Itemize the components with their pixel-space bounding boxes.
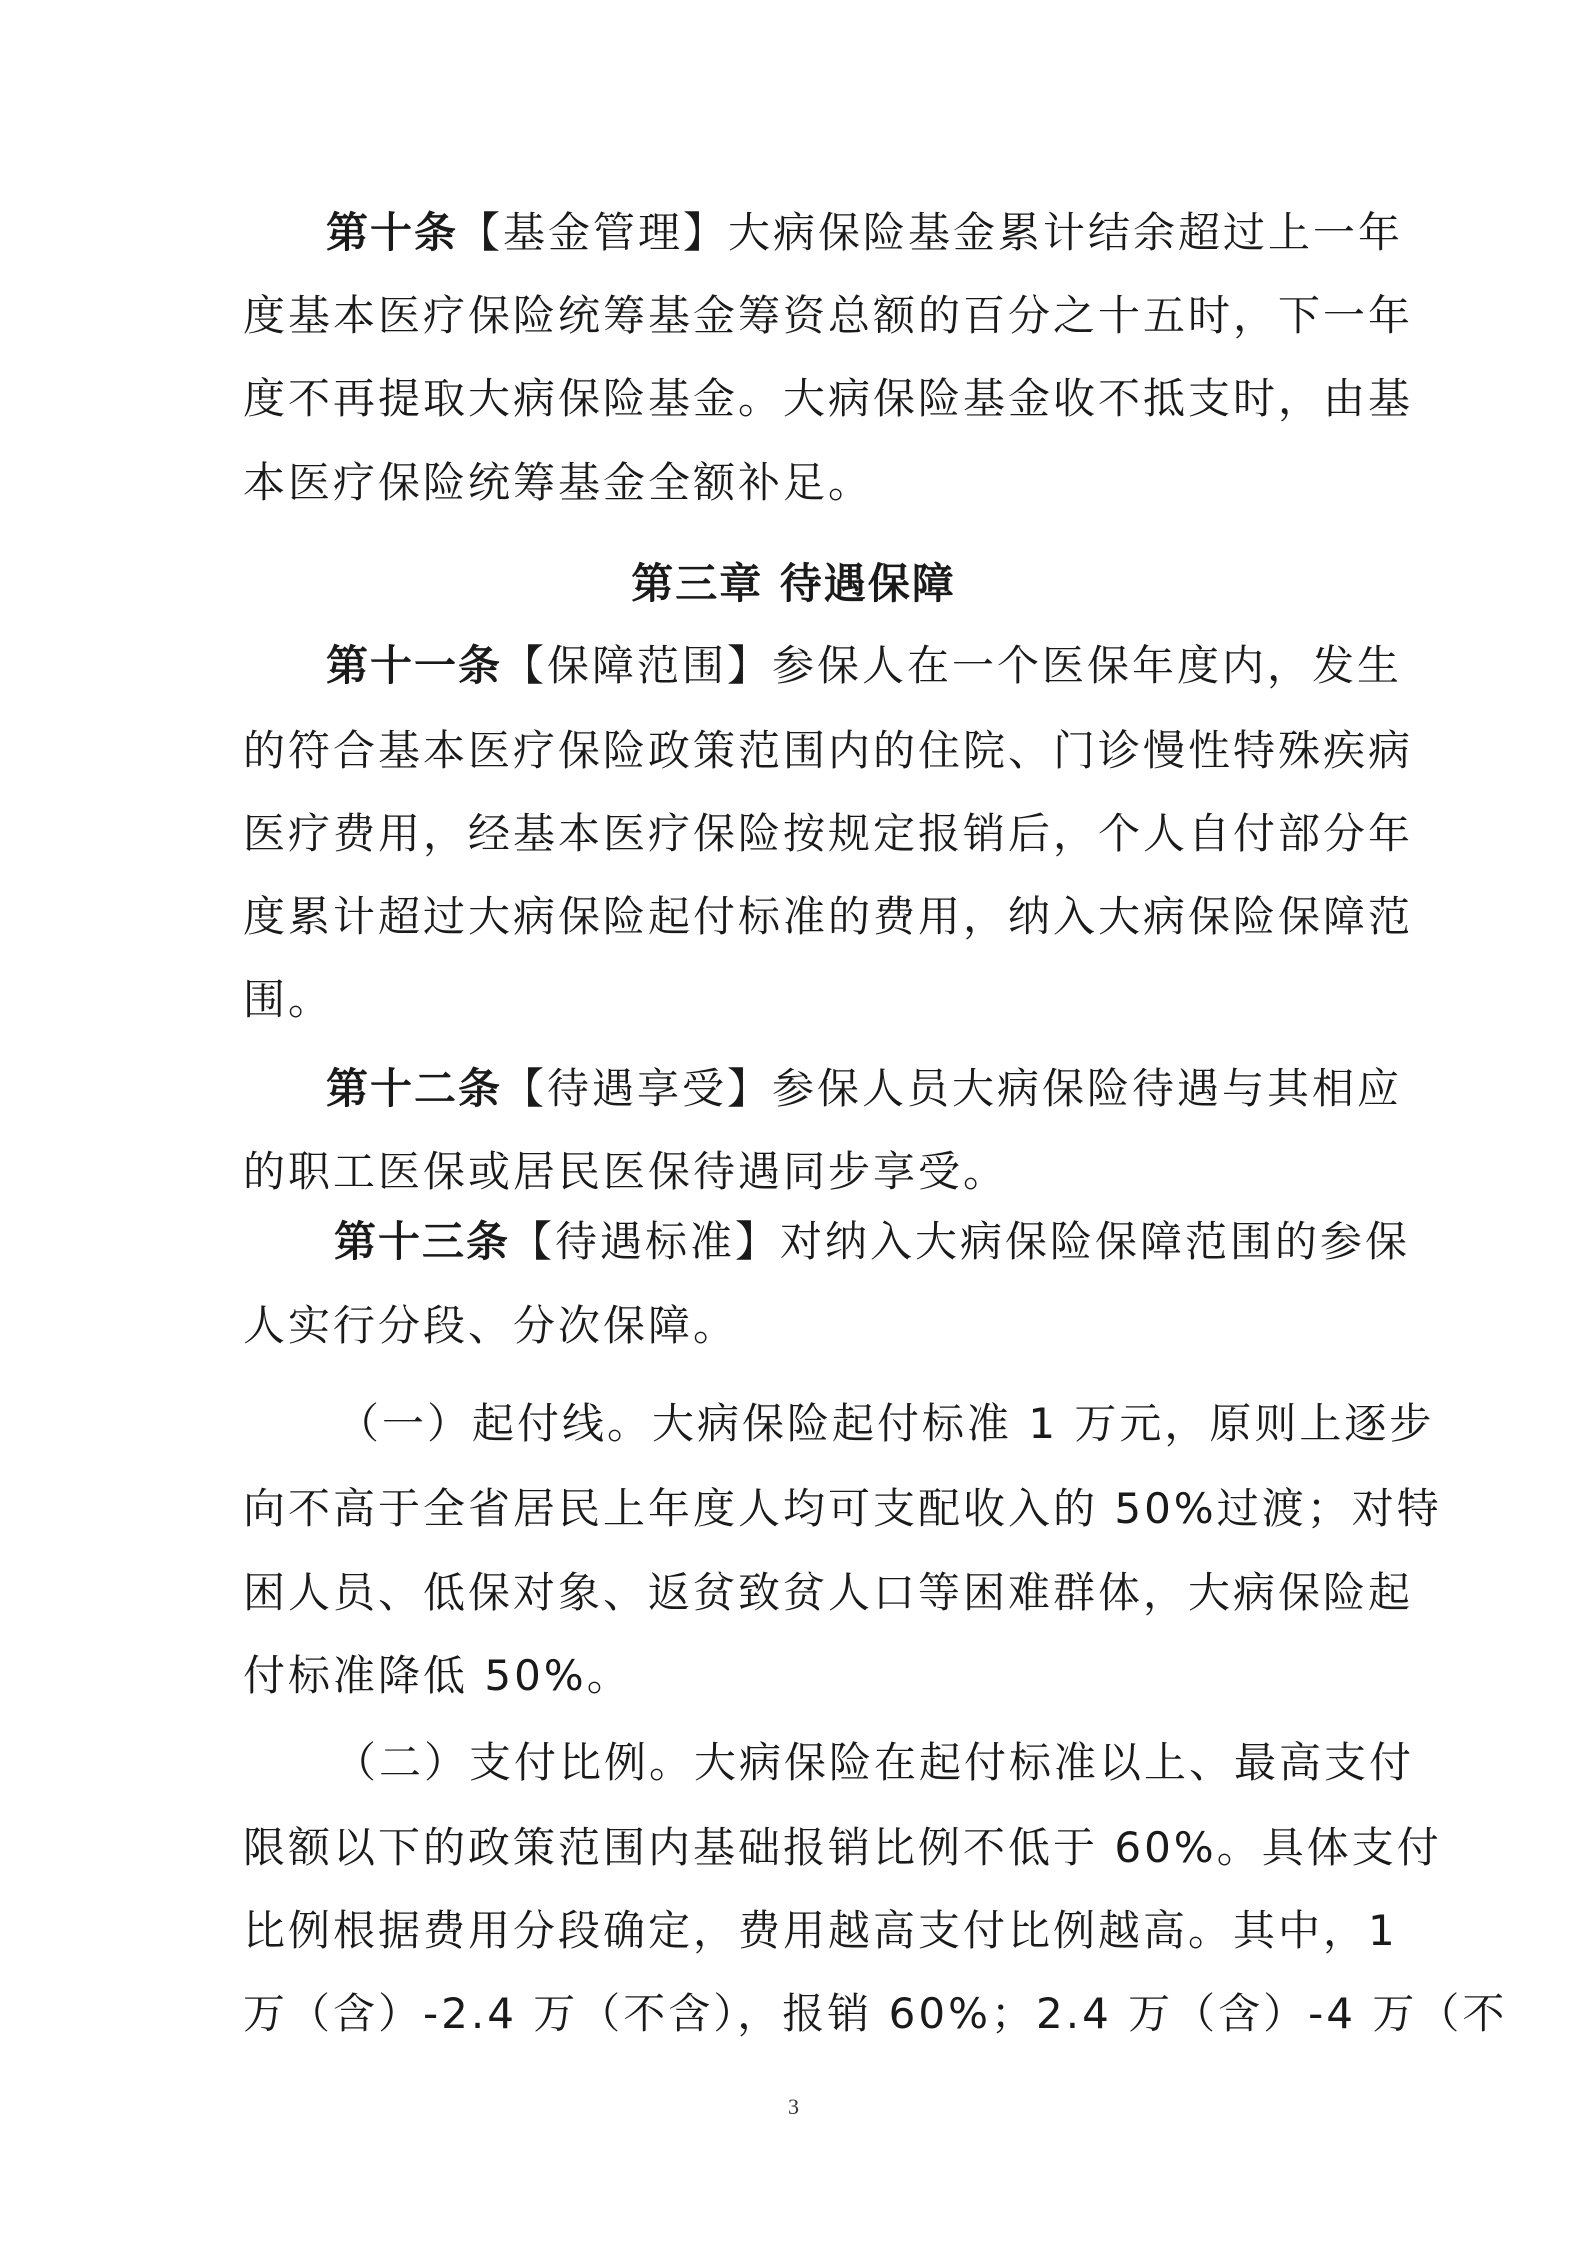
article-12-text-1: 【待遇享受】参保人员大病保险待遇与其相应 [502,1064,1403,1113]
article-11-line-2: 的符合基本医疗保险政策范围内的住院、门诊慢性特殊疾病 [243,726,1414,775]
article-10-title: 第十条 [326,208,459,257]
chapter-3-heading: 第三章 待遇保障 [631,559,956,608]
article-13-text-1: 【待遇标准】对纳入大病保险保障范围的参保 [510,1217,1411,1266]
article-11-title: 第十一条 [326,641,503,690]
article-13-line-2: 人实行分段、分次保障。 [243,1301,739,1350]
article-13-line-1 [334,1216,1411,1268]
item-1-line-1: （一）起付线。大病保险起付标准 1 万元，原则上逐步 [337,1399,1435,1448]
article-12-line-1 [326,1063,1403,1115]
article-10-line-3: 度不再提取大病保险基金。大病保险基金收不抵支时，由基 [243,374,1414,423]
article-10-line-4: 本医疗保险统筹基金全额补足。 [243,458,874,507]
article-11-line-5: 围。 [243,975,334,1024]
article-11-line-3: 医疗费用，经基本医疗保险按规定报销后，个人自付部分年 [243,809,1414,858]
item-2-line-1: （二）支付比例。大病保险在起付标准以上、最高支付 [334,1738,1415,1787]
article-10-line-1 [326,207,1404,259]
article-12-line-2: 的职工医保或居民医保待遇同步享受。 [243,1147,1009,1196]
article-11-line-1 [326,640,1403,692]
article-12-title: 第十二条 [326,1064,503,1113]
page-number: 3 [788,2094,799,2119]
item-2-line-4: 万（含）-2.4 万（不含），报销 60%；2.4 万（含）-4 万（不 [243,1989,1508,2038]
article-11-text-1: 【保障范围】参保人在一个医保年度内，发生 [502,641,1403,690]
article-10-line-2: 度基本医疗保险统筹基金筹资总额的百分之十五时，下一年 [243,291,1414,340]
item-1-line-4: 付标准降低 50%。 [243,1651,632,1700]
article-11-line-4: 度累计超过大病保险起付标准的费用，纳入大病保险保障范 [243,892,1414,941]
item-2-line-2: 限额以下的政策范围内基础报销比例不低于 60%。具体支付 [243,1823,1442,1872]
article-10-text-1: 【基金管理】大病保险基金累计结余超过上一年 [458,208,1404,257]
item-1-line-3: 困人员、低保对象、返贫致贫人口等困难群体，大病保险起 [243,1568,1414,1617]
item-1-line-2: 向不高于全省居民上年度人均可支配收入的 50%过渡；对特 [243,1484,1442,1533]
item-2-line-3: 比例根据费用分段确定，费用越高支付比例越高。其中，1 [243,1906,1398,1955]
article-13-title: 第十三条 [334,1217,511,1266]
